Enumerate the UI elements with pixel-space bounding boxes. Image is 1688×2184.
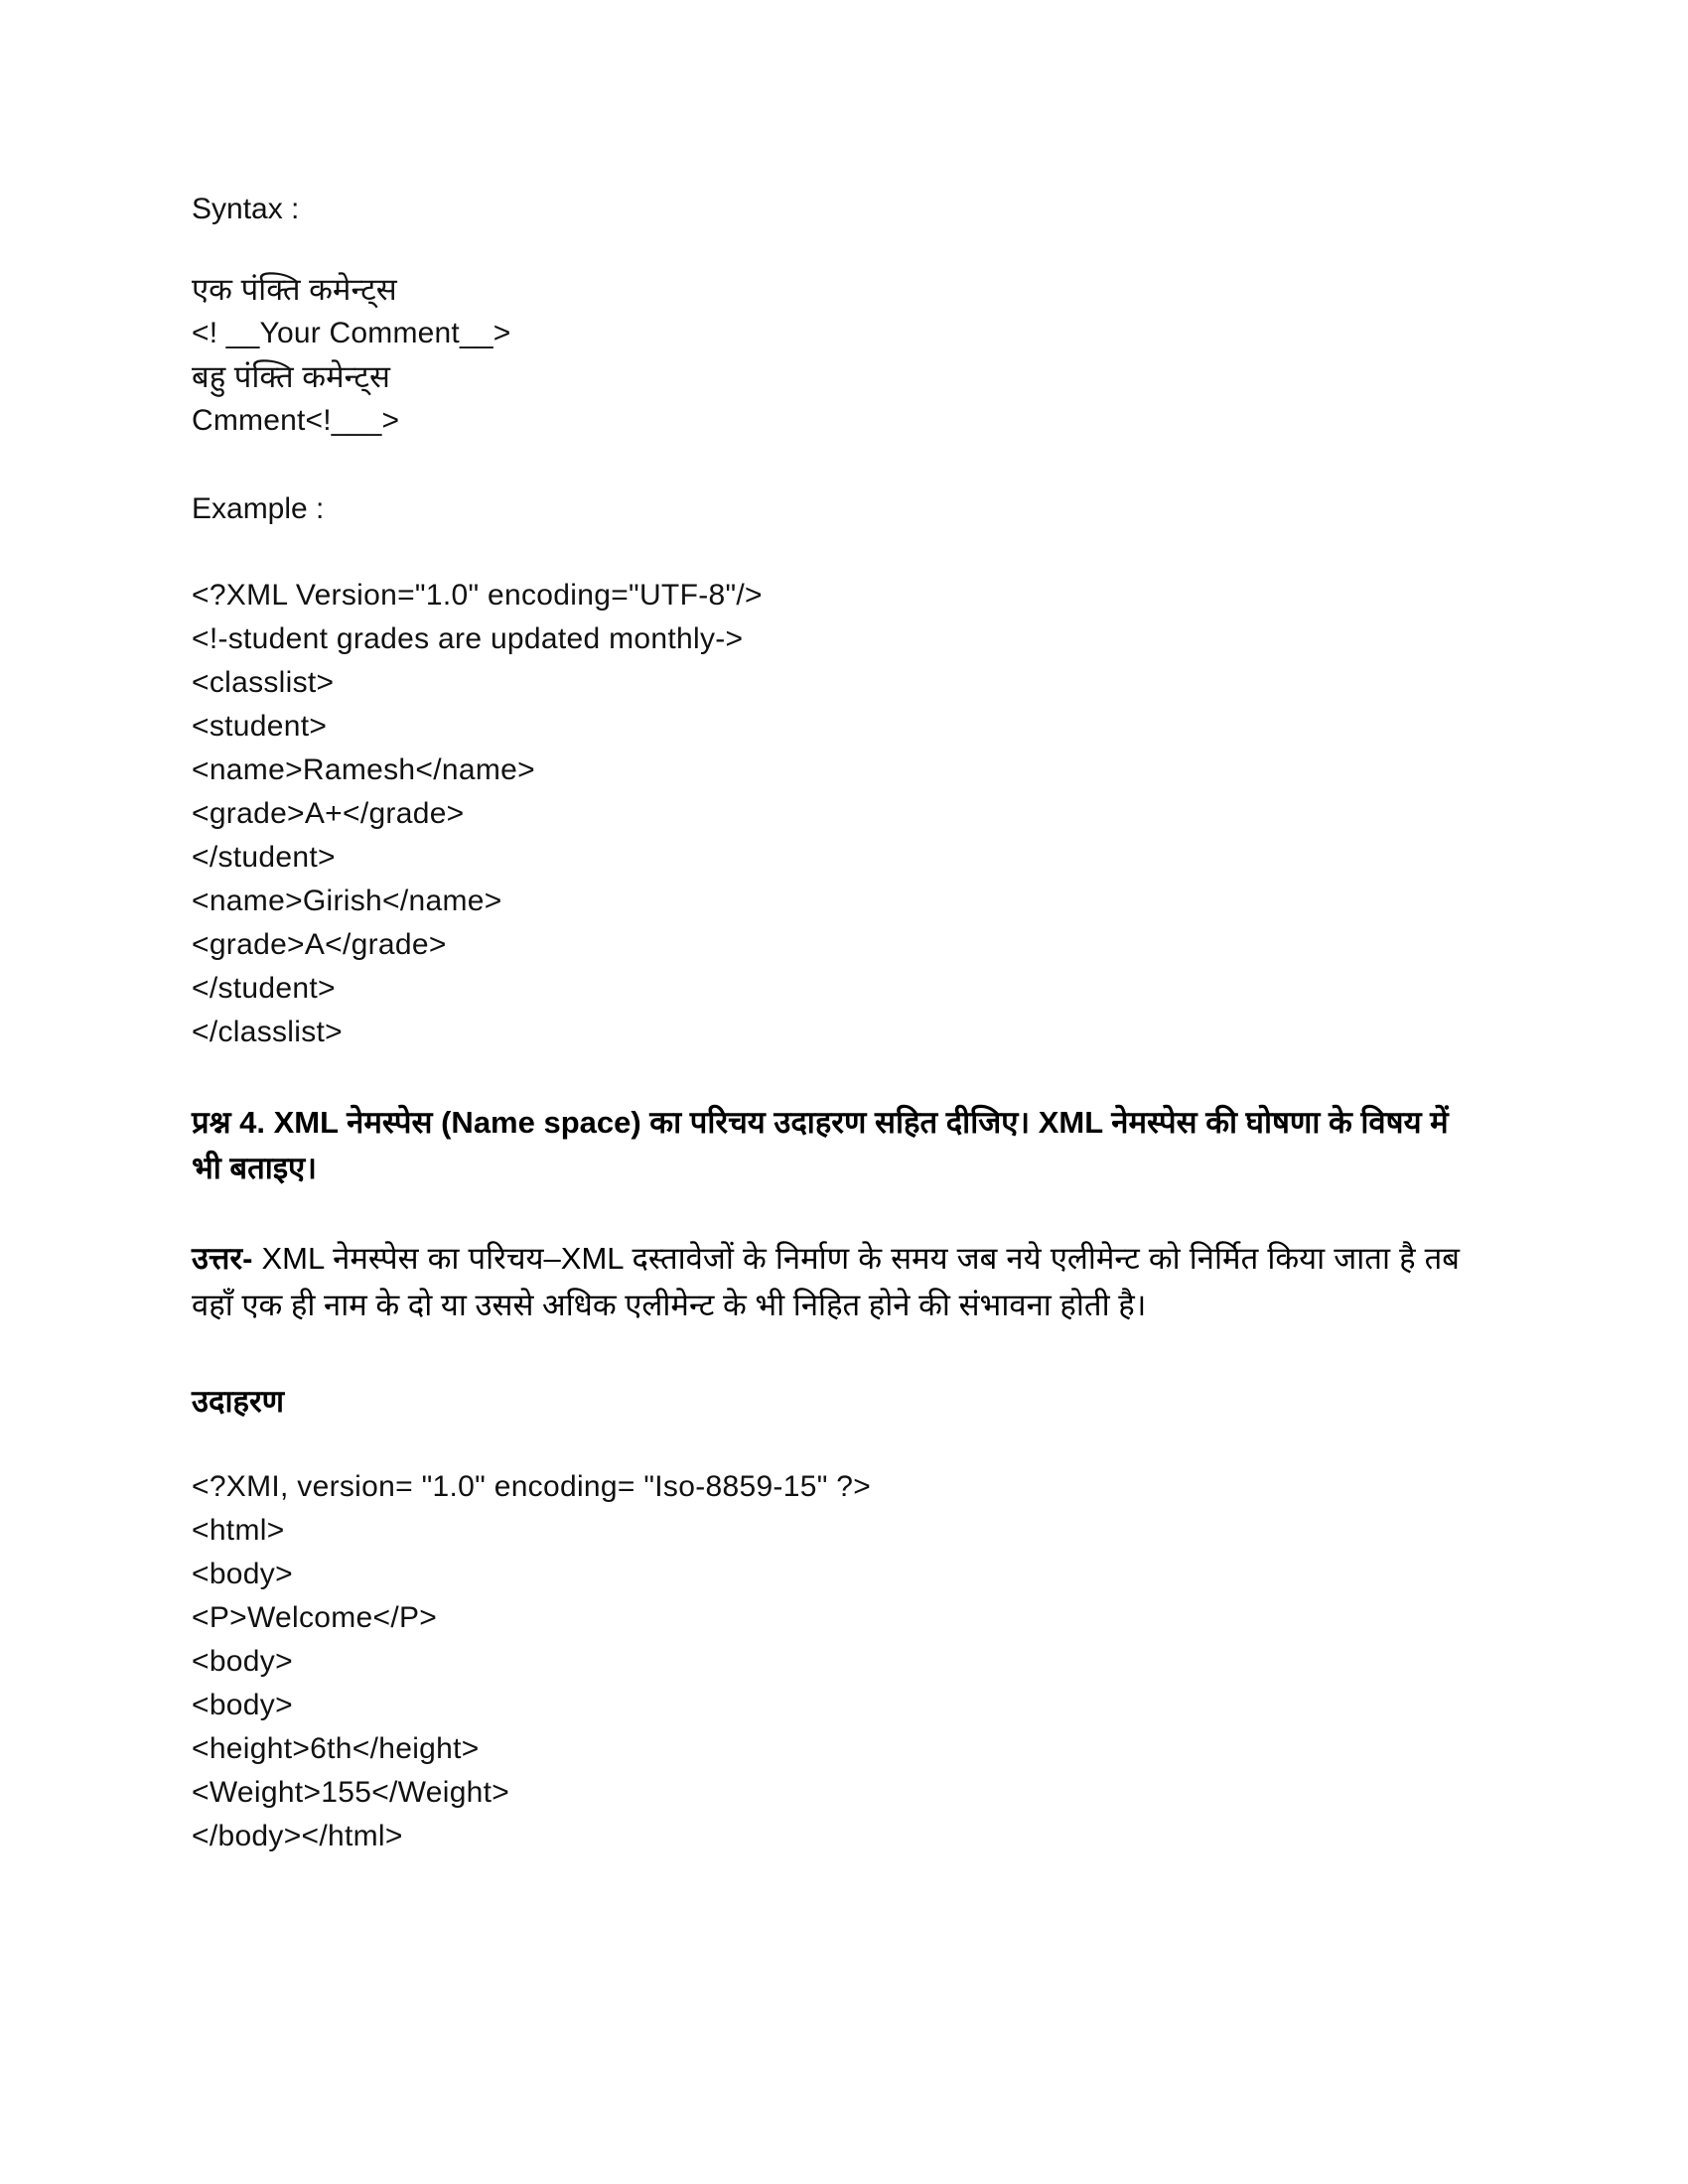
code-line: <!-student grades are updated monthly->	[192, 622, 744, 655]
syntax-label: Syntax :	[192, 193, 300, 225]
code-line: <Weight>155</Weight>	[192, 1776, 510, 1809]
answer-label: उत्तर-	[192, 1241, 253, 1276]
answer-text: XML नेमस्पेस का परिचय–XML दस्तावेजों के निर्माण के समय जब नये एलीमेन्ट को निर्मित किया जाता है तब वहाँ एक ही नाम के दो या उससे अधिक एलीमेन्ट के भी निहित होने की संभावना होती है।	[192, 1241, 1460, 1322]
code-line: <html>	[192, 1514, 285, 1547]
code-line: </body></html>	[192, 1820, 403, 1852]
syntax-line-multi-comment-code: Cmment<!___>	[192, 404, 400, 437]
spacer	[192, 230, 1460, 268]
code-line: </student>	[192, 972, 336, 1005]
xml-code-block-classlist	[192, 574, 1460, 1054]
question-heading: प्रश्न 4. XML नेमस्पेस (Name space) का परिचय उदाहरण सहित दीजिए। XML नेमस्पेस की घोषणा के विषय में भी बताइए।	[192, 1105, 1449, 1185]
code-line: <body>	[192, 1689, 293, 1721]
code-line: <classlist>	[192, 666, 335, 699]
udaharan-heading: उदाहरण	[192, 1384, 285, 1419]
code-line: <height>6th</height>	[192, 1732, 480, 1765]
syntax-line-single-comment-label: एक पंक्ति कमेन्ट्स	[192, 272, 397, 307]
code-line: <?XMI, version= "1.0" encoding= "Iso-8859-15" ?>	[192, 1470, 872, 1503]
code-line: </student>	[192, 841, 336, 874]
syntax-line-multi-comment-label: बहु पंक्ति कमेन्ट्स	[192, 359, 390, 394]
code-line: <?XML Version="1.0" encoding="UTF-8"/>	[192, 579, 763, 612]
code-line: <name>Ramesh</name>	[192, 753, 535, 786]
code-line: <grade>A+</grade>	[192, 797, 465, 830]
code-line: </classlist>	[192, 1016, 343, 1048]
xml-code-block-namespace	[192, 1465, 1460, 1858]
example-label: Example :	[192, 492, 325, 525]
code-line: <student>	[192, 710, 328, 743]
code-line: <grade>A</grade>	[192, 928, 447, 961]
answer-paragraph	[192, 1235, 1460, 1328]
code-line: <body>	[192, 1645, 293, 1678]
code-line: <name>Girish</name>	[192, 885, 502, 917]
syntax-block	[192, 268, 1460, 443]
syntax-line-single-comment-code: <! __Your Comment__>	[192, 317, 511, 349]
code-line: <P>Welcome</P>	[192, 1601, 438, 1634]
code-line: <body>	[192, 1558, 293, 1590]
